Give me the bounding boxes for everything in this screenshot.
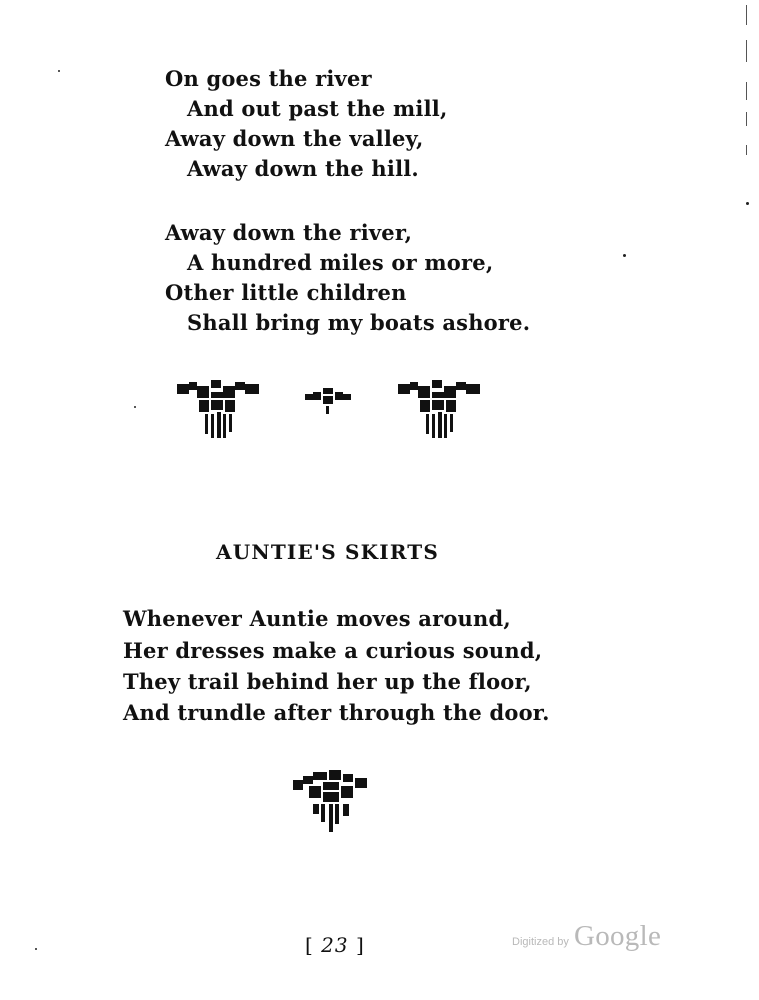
scan-speck (746, 202, 749, 205)
floral-ornament-icon (396, 380, 486, 442)
page-number (305, 933, 365, 957)
poem-line: And trundle after through the door. (123, 700, 550, 725)
digitized-watermark (512, 920, 661, 953)
scan-mark (746, 112, 747, 126)
poem-line: Away down the valley, (165, 126, 424, 151)
poem-line: On goes the river (165, 66, 372, 91)
poem-line: And out past the mill, (187, 96, 448, 121)
poem-title: AUNTIE'S SKIRTS (215, 540, 440, 564)
page-number-open-bracket: [ (305, 933, 314, 957)
poem-line: Away down the river, (165, 220, 413, 245)
poem-line: Whenever Auntie moves around, (123, 606, 511, 631)
poem-line: They trail behind her up the floor, (123, 669, 532, 694)
floral-ornament-icon (291, 770, 373, 836)
scan-mark (746, 40, 747, 62)
watermark-brand: Google (573, 920, 662, 952)
page-number-value: 23 (321, 933, 349, 957)
floral-ornament-icon (175, 380, 265, 442)
scan-mark (746, 145, 747, 155)
small-floral-ornament-icon (303, 386, 355, 416)
scan-speck (58, 70, 60, 72)
scan-mark (746, 5, 747, 25)
page-number-close-bracket: ] (355, 933, 365, 957)
scan-speck (35, 948, 37, 950)
poem-line: Away down the hill. (187, 156, 419, 181)
scan-speck (134, 406, 136, 408)
scan-mark (746, 82, 747, 100)
poem-line: A hundred miles or more, (187, 250, 494, 275)
poem-line: Other little children (165, 280, 407, 305)
watermark-prefix: Digitized by (512, 936, 569, 948)
scan-speck (623, 254, 626, 257)
poem-line: Shall bring my boats ashore. (187, 310, 531, 335)
poem-line: Her dresses make a curious sound, (123, 638, 543, 663)
